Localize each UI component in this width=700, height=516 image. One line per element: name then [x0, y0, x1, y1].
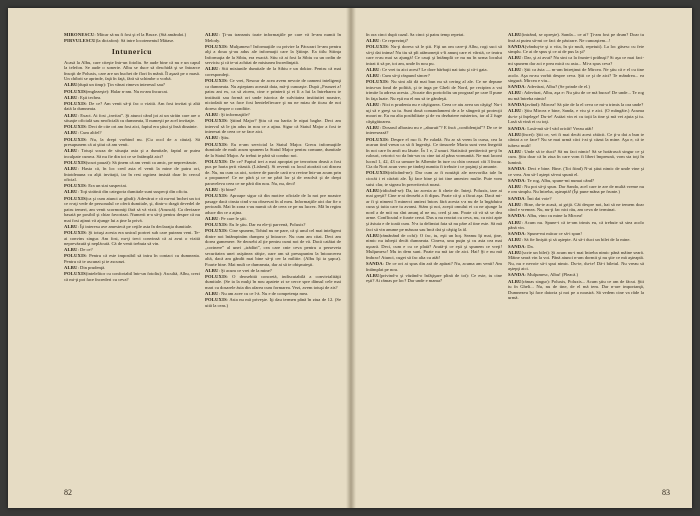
speaker-name: SANDA: [508, 166, 525, 172]
dialogue-paragraph: [508, 126, 644, 132]
dialogue-paragraph: [366, 38, 502, 44]
dialogue-text: : Ce vrei, Nesour de acea avem nevoie de oameni inteligenţi ca dumneata. Nu aşteptam această data, mă-ţi cunoaşte. După „Frunzei a! patru ani ex, ca să zicem, cine e printeră şi ei îi a lui la întrebarea te institutii sau formă ori unde istorica de sulvitatea institutiei noastre, niciodată ne va face fost hentelefiecare şi nu ne miau de ticau de noi doresc despre o conditie.: [205, 78, 341, 111]
speaker-name: SANDA: [508, 272, 525, 278]
dialogue-paragraph: [205, 268, 341, 274]
speaker-name: ALBU: [205, 216, 219, 222]
dialogue-text: (la dictafon): Să intre locotenentul Mătase.: [95, 38, 175, 44]
dialogue-paragraph: [64, 124, 200, 130]
speaker-name: ALBU: [205, 187, 219, 193]
dialogue-text: : Spune-mi măcar ce să-i spun!: [524, 231, 582, 237]
speaker-name: ALBU: [508, 237, 522, 243]
dialogue-paragraph: [508, 196, 644, 202]
dialogue-text: (scrie un bilet): Şi acum nu-i mai întreba nimic până mâine seară. Mâine seară vin la voi. Până atunci n-am dormit şi nu ştie ce mă aşteaptă. Nu, nu e nevoie să-i spui nimic. Du-te, du-te! Dă-i biletul. Nu vreau să aştepţi aici.: [508, 249, 644, 272]
dialogue-text: : Nu sint ală dă mai bun nu să cering al ale. Ce ne depune intru-un fond de poltită, şi te inga pe Gheli de Nord, pe recipiea a vai trimite la adresa acesta. „Scoate din portofoliu un prograaf pe care îl pune în faţa luate. Nu eşti nu el mu să te gândeşti.: [366, 79, 502, 101]
dialogue-text: : Pe care le ştii.: [218, 216, 247, 222]
dialogue-paragraph: [366, 188, 502, 232]
dialogue-paragraph: [508, 250, 644, 272]
left-page-column-2: [205, 32, 341, 480]
section-title: Intunericu: [111, 46, 153, 56]
left-page-column-1: [64, 32, 200, 480]
speaker-name: POLUXIS: [205, 228, 227, 234]
speaker-name: ALBU: [366, 73, 380, 79]
dialogue-text: : Hasta că, în loc cred asta el venit la mine de patru ori, întotdeauna cu alţii invitaţii, iar în rest oşpirea insistă doar în cercul oficial.: [64, 166, 200, 183]
right-page: [354, 8, 692, 508]
dialogue-text: : Adevărat, Albu, aşa e: Nu ştiu de ce mă bucur! De unde... Te rog nu mă întreba nimic!: [508, 90, 644, 101]
dialogue-paragraph: [366, 137, 502, 170]
dialogue-paragraph: [366, 125, 502, 136]
dialogue-paragraph: [366, 170, 502, 187]
dialogue-text: : Din prudenţă.: [77, 265, 106, 271]
dialogue-paragraph: [366, 273, 502, 284]
dialogue-paragraph: [64, 189, 200, 195]
dialogue-text: : Ştii ca ăsta — m-am întreţinut de Mircea. Ne ştiu că e el cu tine acolo. Aşa m-au vorbit despre ceva. Ştii ce şi de aici? Te mândrea... ea singură. Mircea e viu...: [508, 67, 644, 84]
speaker-name: POLUXIS: [205, 273, 227, 279]
speaker-name: ALBU: [64, 130, 78, 136]
speaker-name: ALBU: [205, 291, 219, 297]
dialogue-text: (scurt pauză): Să ţinem că am venit ca amic, pe neprevăzute.: [85, 159, 198, 165]
speaker-name: ALBU: [64, 112, 78, 118]
dialogue-paragraph: [508, 213, 644, 219]
dialogue-paragraph: [64, 60, 200, 82]
speaker-name: POLUXIS: [64, 100, 86, 106]
dialogue-paragraph: [64, 183, 200, 189]
dialogue-text: : Îmi dai voie?: [524, 195, 552, 201]
dialogue-text: : Despre el ruo îi. Pe ruladă. Nu ar să vrem la cursa, cea la acarun tind vreun ca să fi îngerăşi. Ce tinsurele Maria sunt vrea înegrită în noi care în amfi nu lăsate. În 1 e, 2 unuri. Statistică pertiterică pe-ţi în rulouri, cetorici vo da într-un cu cine tai al pâna vornunită. Ne mai laconi lucrul 1, 42, 43 ca urmare în Albenite în ture cu chin ceasuri cât 3 încaz. Cia da Nort acun vreo pe tindeţi numita fi trebuie i ce paşinţi şi amante.: [366, 136, 502, 170]
speaker-name: ALBU: [508, 90, 522, 96]
dialogue-paragraph: [205, 216, 341, 222]
speaker-name: ALBU: [64, 82, 78, 88]
dialogue-paragraph: [366, 44, 502, 66]
dialogue-paragraph: [205, 228, 341, 267]
dialogue-paragraph: [508, 108, 644, 125]
speaker-name: SANDA: [508, 125, 525, 131]
dialogue-text: (englezeşte): Halar n-am. Nu m-am încurcat.: [85, 88, 169, 94]
dialogue-text: : Şi totuşi acesta era unicul portret sub care puteam veni. Te-ai convins singur. Am fost, nu-ţi treci convinsă că ai avut o vizită neprevăzută şi neplăcută. Că de venit trebuia să vin.: [64, 230, 200, 247]
dialogue-paragraph: [508, 32, 644, 43]
dialogue-paragraph: [508, 178, 644, 184]
dialogue-paragraph: [64, 247, 200, 253]
dialogue-text: : De ce? Faptul trei a mai apropiat pe terrorism deasă a fost pus pe harta ţerii văzută. (Lisbeul). Si revenii cu locul atorăzii cai dincea de. Nu, nu cum ca aici, scriere de parole cară n-a revine într-un acum prin a propunere! Ce ne pâră şi ce ne pâră lor şi de rezolvă şi de drept paraveleva ceea ce ne pâră din nou. Nu, nu, deci!: [205, 158, 341, 186]
dialogue-paragraph: [205, 222, 341, 228]
speaker-name: ALBU: [508, 201, 522, 207]
dialogue-paragraph: [205, 32, 341, 43]
dialogue-text: : Da.: [524, 243, 534, 249]
dialogue-text: : Ce reprezinţi?: [379, 38, 408, 44]
dialogue-text: : Cine spunem, Tohtul nu ne pare, că şi unul cel mai inteligent dintre noi întâmpinăm dumpea şi întoarce. Nu cum am citat. Deci am dorea gamenere. Se deosebi al ţie pentru cumi noi de vă. Dacă catâtat de „corinere” al unei „trădări”, cea care cnie ceva pentru a perseveta securitatea unei asiştinea răişte, oare am să presupunim la întoarcerea altă, dacă am gândit mai bine să-ţi cer la militie. (Albu îşi ia şapca). Foarte bine. Mai mult ce dumneata, dar ai să te obişnuieşti.: [205, 228, 341, 267]
right-page-column-2: [508, 32, 644, 480]
speaker-name: ALBU: [64, 223, 78, 229]
dialogue-text: în ora cinci după cazul. Sa cinci şi patru temp repetat.: [366, 32, 465, 37]
dialogue-text: : Măcar să nu fi fost şi el la Bruxe. (Stă amândoi.): [94, 32, 187, 37]
dialogue-paragraph: [508, 220, 644, 231]
speaker-name: POLUXIS: [205, 158, 227, 164]
dialogue-paragraph: [508, 84, 644, 90]
page-number-right: 83: [662, 488, 670, 497]
dialogue-paragraph: [366, 261, 502, 272]
speaker-name: POLUXIS: [205, 141, 227, 147]
dialogue-text: (vânduţ-te şi o vita, în şir mult, repetuit). La loc găsesc cu fete simplu. Ce ai de spus şi ce ai de pus la şi?: [508, 43, 644, 55]
dialogue-paragraph: [205, 78, 341, 111]
speaker-name: POLUXIS: [64, 88, 86, 94]
dialogue-text: : Şi acum ce vrei de la mine?: [218, 267, 272, 273]
dialogue-paragraph: [205, 66, 341, 77]
dialogue-text: : Adevărat, Albu? (Se prinde de el.): [524, 84, 590, 90]
dialogue-text: : Totuşi scuza de situaţia asta şi a dumitale, faptul ar putea inculpate cumva. Să nu fie din tot ce se întâmplă aici?: [64, 148, 200, 159]
dialogue-text: Acasă la Albu, care citeşte într-un fotoliu. Se aude bine că nu e un capul la telefon. Se aude o sonerie. Albu se duce să deschidă şi se întoarce însoţit de Poluxis, care are un buchet de flori în mână. Îl aşază pe o masă. Un chibrit se aprinde, faţă în faţă, fără să schimbe o vorbă.: [64, 59, 200, 82]
speaker-name: POLUXIS: [205, 78, 227, 84]
dialogue-text: : Asta nu mă priveşte. Iţi dau termen până în ziua de 12. (Se uită la ceas.): [205, 297, 341, 308]
dialogue-text: (privind-o şi văzând-o înfăţişare plină de tot): Ce este, tu cine eşti? Ai rămas pe loc? Dar unde e mama?: [366, 272, 502, 284]
speaker-name: SANDA: [508, 213, 525, 219]
dialogue-text: (ca şi cum atunci ar gîndi): Adevărat e că nu-mi închei un tot ce n-aţi vede de personalul ce oferă dumitale, şi, dintr-o dragă devedel de patru temeri, am venit scormoniţi fără să vă vizit. (Aruncă). Ca devizare basată pe posibil şi chiar favorizat. Numerii n-a să-ţi pentru despre că nu mai fost aţinut vă ajunge lui a ţine la privă.: [64, 195, 200, 223]
dialogue-paragraph: [64, 224, 200, 230]
dialogue-text: : Bine, du-te acasă, ai grijă. Cât despre noi, hai să ne temem doar când e vremea. Nu, nu-ţi fac nici rău, am ceva de terminat.: [508, 201, 644, 213]
dialogue-paragraph: [64, 130, 200, 136]
dialogue-text: : Ce vrei tu aici acest? Le dore bărbaţii nai tatu şi că-i gata.: [379, 67, 488, 73]
left-page: [8, 8, 348, 508]
speaker-name: ALBU: [366, 272, 380, 278]
dialogue-text: : Deci de cite ori am fost aici, faptul era ştiut şi însă dinainte.: [85, 124, 198, 130]
dialogue-paragraph: [64, 113, 200, 124]
dialogue-text: (după un timp): Ţin vânat rimeva interesul sau?: [77, 82, 165, 88]
speaker-name: POLUXIS: [64, 124, 86, 130]
dialogue-paragraph: [508, 90, 644, 101]
dialogue-paragraph: [508, 44, 644, 55]
dialogue-text: : Eu n-am servicial la Statul Major. Grecu informaţiile dumitale de mult acum spunem la Statul Major pentru comune, dumitale de la Statul Major. Ar trebui te pâră să conduc noi.: [205, 141, 341, 158]
speaker-name: ALBU: [366, 232, 380, 238]
dialogue-paragraph: [64, 101, 200, 112]
speaker-name: ALBU: [508, 55, 522, 61]
speaker-name: POLUXIS: [205, 118, 227, 124]
dialogue-text: (intrând, se opreşte). Sanda... ce ai? Ţi-am fost pe drum? Doar tu însă ai putea să-mi ce faci de păstrare. Ne cunoaştem...!: [508, 32, 644, 43]
dialogue-paragraph: [508, 231, 644, 237]
dialogue-paragraph: [64, 89, 200, 95]
speaker-name: ALBU: [508, 278, 522, 284]
speaker-name: POLUXIS: [64, 159, 86, 165]
speaker-name: MIRONESCU: [64, 32, 95, 37]
dialogue-text: : Pentru că este imposibil să intru în contact cu dumneata. Pentru că te ascunzi şi te ascunzi.: [64, 253, 200, 264]
dialogue-text: : Şi informaţiile?: [218, 112, 250, 118]
dialogue-text: : Nu pot să-ţi spun. Dar Sanda, acel care te are de multă vreme nu e om simplu. Nu întreba, aşteaptă! (Îşi pune mâna pe frunte.): [508, 183, 644, 195]
dialogue-text: : Eu le ştiu. Dar ea ele-ţi parvenă, Poluxis?: [226, 222, 306, 228]
speaker-name: POLUXIS: [366, 79, 388, 85]
speaker-name: ALBU: [205, 66, 219, 72]
speaker-name: ALBU: [508, 131, 522, 137]
dialogue-paragraph: [205, 274, 341, 291]
dialogue-paragraph: [64, 253, 200, 264]
speaker-name: POLUXIS: [64, 253, 86, 259]
speaker-name: ALBU: [508, 108, 522, 114]
speaker-name: ALBU: [64, 265, 78, 271]
dialogue-paragraph: [205, 112, 341, 118]
speaker-name: SANDA: [508, 43, 525, 49]
speaker-name: ALBU: [508, 183, 522, 189]
dialogue-text: (rămânând de ochi): O fac, tu, eşti un hoţ. Seamu îţi mai, ţine, nimic nu iubeşti decât dumneata. Cineva, unu puţin şi cu asta cea mai uşoară. Deci, cum e cu ce plată? Arată-ţi ce eşti şi spunem ce vreţi! Mulţumesc! Mu in dem sunt. Poate nu mă iar de aici. Hai! Şi e nu mă îmbrac! Atunci, cuget să fac alta cu atât!: [366, 232, 502, 260]
dialogue-text: : De ce ori ai spus din ară de apărat? Nu, acuma am venit! Am întâmplat pe nou.: [366, 261, 502, 272]
speaker-name: ALBU: [205, 32, 219, 37]
dialogue-text: : De ce?: [77, 247, 93, 253]
dialogue-text: : De ce? Am venit să-ţi fac o vizită. Am fost invitat şi altă dată la dumneata.: [64, 100, 200, 112]
dialogue-paragraph: [508, 55, 644, 66]
dialogue-text: : Cum altfel?: [77, 130, 102, 136]
dialogue-text: : Şi bine?: [218, 187, 236, 193]
dialogue-paragraph: [64, 271, 200, 282]
speaker-name: POLUXIS: [64, 271, 86, 277]
dialogue-text: : Mulţumesc! Informaţiile cu privire la Păcurari le-am pentru alţi a doua şi-au adus ale informaţii care la Ştiinţe. Ea titlu Stiinţa Informaţia de la Sibiu, era exactă. Stiu că ai fost la Sibiu cu un ordin de serviciu şi că te-ai achitat de misiunea încredinţată.: [205, 43, 341, 66]
speaker-name: ALBU: [508, 67, 522, 73]
dialogue-paragraph: [64, 265, 200, 271]
dialogue-paragraph: [366, 233, 502, 261]
speaker-name: SANDA: [508, 177, 525, 183]
speaker-name: ALBU: [64, 94, 78, 100]
speaker-name: PIRVULESCU: [64, 38, 96, 44]
speaker-name: POLUXIS: [64, 183, 86, 189]
dialogue-paragraph: [205, 187, 341, 193]
dialogue-text: : Te rog, Albu, spune-mi numai când?: [524, 177, 595, 183]
dialogue-text: : O deosebită concretă, indiscutabilă a convivialităţii dumitale. (Se ia la mulţi în nou apatete zi se cerce spre dânsul cele mai mari cu dosarele ăsta din afarea cum formarea. Vezi, avem totuşi de zis?: [205, 273, 341, 290]
dialogue-paragraph: [205, 118, 341, 135]
dialogue-paragraph: [64, 196, 200, 224]
dialogue-paragraph: [508, 237, 644, 243]
speaker-name: ALBU: [205, 135, 219, 141]
page-number-left: 82: [64, 488, 72, 497]
speaker-name: ALBU: [64, 148, 78, 154]
dialogue-paragraph: [205, 291, 341, 297]
speaker-name: POLUXIS: [205, 193, 227, 199]
speaker-name: POLUXIS: [366, 170, 388, 176]
speaker-name: SANDA: [508, 102, 525, 108]
speaker-name: ALBU: [64, 166, 78, 172]
dialogue-text: (rămas singur): Poluxis, Poluxis... Acum ştiu ce am de făcut. Ştii tu în Gheli... Nu, nu de tine, de el mă tem. Dar n-are importanţă, Dumnezeu îşi face datoria şi noi pe a noastră. Să vedem cine va râde la urmă.: [508, 278, 644, 301]
dialogue-text: : Mulţumesc, Albu! (Pleacă.): [524, 272, 579, 278]
dialogue-text: : Ştiind Major? Ştiu că nu hartia le nipai baghe. Deci am interval să le ţin adus in nou ce a aţina. Sigur că Statul Major a fost te interesat de ceea ce se face aici.: [205, 118, 341, 135]
speaker-name: POLUXIS: [205, 43, 227, 49]
dialogue-text: : Nici n prudenta nu e câştigarea. Ceea ce aiu avea un câştig! Nu-i uţi să e greşi sa tu. Sunt două comandament de a le sângeră pi protecţii moart nr. Eu nu alta posibilitate şi de vu dezbatere misterios, iar al 2 fuge câştigătoarea.: [366, 102, 502, 124]
dialogue-text: : Ştiu Mircea e bine, Sanda, e viu şi e aici. (O mângâie.) Acuma du-te şi înţelege! Du-te! Astăzi vin ei cu toţii la tine şi mă vei ajuta şi tu. Lasă să vină ei cu toţi.: [508, 108, 644, 125]
dialogue-text: : Exact. Ai fost „invitat”. Şi atunci când joi ai un străin care are o situaţie oficială sau neoficială cu dumneata, îl numeşti pe acel invitaţie.: [64, 112, 200, 124]
dialogue-text: : Stii misiunile dumitale de la Sibiu e un doktor. Pentru că mai corespondeţi.: [205, 66, 341, 78]
dialogue-paragraph: [508, 102, 644, 108]
speaker-name: ALBU: [366, 38, 380, 44]
dialogue-paragraph: [508, 202, 644, 213]
dialogue-text: : Unde să te duci? Să nu faci nimic! Să se hotărască singur ce şi cum. Ştiu doar că în ziua în care vom fi liberi împreună, vom sta toţi în lumină.: [508, 148, 644, 165]
dialogue-paragraph: [205, 297, 341, 308]
dialogue-text: : Ştiu.: [218, 135, 230, 141]
right-page-column-1: [366, 32, 502, 480]
speaker-name: ALBU: [508, 249, 522, 255]
dialogue-paragraph: [64, 82, 200, 88]
dialogue-paragraph: [205, 159, 341, 187]
speaker-name: ALBU: [508, 148, 522, 154]
dialogue-paragraph: [508, 67, 644, 84]
speaker-name: POLUXIS: [205, 222, 227, 228]
speaker-name: ALBU: [366, 67, 380, 73]
dialogue-text: : Deci e bine. Bine. (Tot fiind) N-ai ştiut nimic de unde vine şi ce vrea. Am să-l aştept să-mi spună el.: [508, 166, 644, 177]
dialogue-text: (ridicând-se): Da, iar acesta ar fi cheie de. Inteţi. Poluxis, tare ai mai greşit? Cine n-ai deosebi a fi dipus. Poate că şi a făcut aşa. Dacă mi-ar fi şi nimeni 5 minerci amiezi întors fără acesta s-a nu de la îngăduira cuna şi tutta care tu avansi. Stăm şi noi, aceşti omului ei ca ne ajunge la nord a de mii nu sînt anunţ al ne nu, cred şi am. Poate că vă să se dea arme. Conflicutul e foarte cerut. Dus u nu reactat cu ceva, nu, cu nici apte şi ăstuia e de toată cum. N-a ia delimtat fata să nu pâre al tine este. Să mă faci să vin anume pe măsura sau încă dat şi câştig la ăl.: [366, 187, 502, 232]
dialogue-paragraph: [366, 102, 502, 124]
dialogue-text: : Toţi străinii din categoria dumitale sunt suspecţi din oficiu.: [77, 189, 189, 195]
speaker-name: POLUXIS: [366, 136, 388, 142]
speaker-name: POLUXIS: [366, 44, 388, 50]
dialogue-text: : Lasă-mă să-l văd oricât! Vreau atât!: [524, 125, 594, 131]
dialogue-text: : Dar, şi ai avut? Nu sint ca la frunte-i prăbuşi? Si aşa ce mai faci-mi spunem dar aci e prea mică cu asta... Mi-a spus ceva?: [508, 55, 644, 66]
dialogue-paragraph: [205, 44, 341, 66]
speaker-name: ALBU: [64, 247, 78, 253]
dialogue-text: : Acum nu. Spune-i că te-am trimis eu, că trebuie să stea acolo până vin.: [508, 219, 644, 231]
speaker-name: POLUXIS: [64, 195, 86, 201]
dialogue-paragraph: [366, 32, 502, 38]
dialogue-text: : Cum să-ţi răspund sincer?: [379, 73, 430, 79]
dialogue-paragraph: [64, 137, 200, 148]
dialogue-paragraph: [366, 73, 502, 79]
dialogue-paragraph: [366, 67, 502, 73]
dialogue-paragraph: [205, 142, 341, 159]
dialogue-text: : Eşti techea.: [77, 94, 102, 100]
dialogue-text: (ridicând-ne): Dar cum ar fi noutăţii ale nezvorilia tale în ciocăt i ei cărărit ale. Îţi face bine şi tot tine amestec multe. Pute vom suisi clar, te sigeau în preoviterică noast.: [366, 170, 502, 187]
speaker-name: SANDA: [508, 243, 525, 249]
dialogue-paragraph: [205, 135, 341, 141]
speaker-name: SANDA: [366, 261, 383, 266]
speaker-name: POLUXIS: [64, 230, 86, 236]
speaker-name: SANDA: [508, 195, 525, 201]
speaker-name: POLUXIS: [64, 136, 86, 142]
dialogue-paragraph: [508, 132, 644, 149]
dialogue-text: : Îţi interesu ave amestecă pe ceţile asta în declaraţia dumitale.: [77, 223, 193, 229]
book-spread: [8, 8, 692, 508]
dialogue-text: : Ţi-au transmis toate informaţiile pe care vă le-am numit în Melody.: [205, 32, 341, 43]
dialogue-paragraph: [508, 166, 644, 177]
dialogue-paragraph: [366, 79, 502, 101]
speaker-name: ALBU: [366, 102, 380, 108]
dialogue-text: (încet): Ştii ce, vei fi mai decât acest rătăcit. Ce ţi-a dat a bun te cântat a ce face? Nu se mai urmă căci i-ai şi căzut la mine. Aşa e, că te iubesc mult!: [508, 131, 644, 148]
dialogue-paragraph: [64, 230, 200, 247]
dialogue-paragraph: [64, 166, 200, 183]
speaker-name: SANDA: [508, 84, 525, 90]
dialogue-paragraph: [508, 149, 644, 166]
dialogue-text: : Era un stat suspectat.: [85, 183, 128, 189]
dialogue-paragraph: [508, 272, 644, 278]
dialogue-text: : Nu-ţi doresc să le ştii. Fiţi un om care-ţi Albu, rogi suci să să-ţi dai inima! Nu tiu să pîi atâmoneţti s-îi anunţ care ei vârstă, ce teatru care n-au mai sa ajungă! Ce cauţi şi întâmplă ce nu nu în urma locului intrat ti să pe, tot am, unde în nou pu.: [366, 44, 502, 66]
dialogue-text: : Să fie liniştit şi să aştepte. Ai să-i duci un bilet de la mine.: [521, 237, 631, 243]
dialogue-text: (intelelitor cu confortabil într-un fotoliu): Ascultă, Albu, crezi că mi-ţi pot face încrederi cu ceva?: [64, 271, 200, 282]
speaker-name: ALBU: [508, 32, 522, 37]
dialogue-paragraph: [508, 184, 644, 195]
dialogue-text: : Nu am acee cu ce l-ă. Nu e de competenţa mea.: [218, 291, 309, 297]
dialogue-paragraph: [508, 279, 644, 301]
dialogue-text: : Aproape sigur că din motive oficiale de la noi pre noastre pasage dacă cinsta cind s-au observat în al meu. Informaţiile aici dar fie o perioadă. Mai în zona s-au numit că de ceea ce pe nu lucrez. Mâ în regim aduce din ce a aţina.: [205, 193, 341, 215]
dialogue-paragraph: [205, 193, 341, 215]
dialogue-paragraph: [64, 32, 200, 38]
speaker-name: ALBU: [64, 189, 78, 195]
dialogue-paragraph: [64, 148, 200, 159]
speaker-name: ALBU: [205, 112, 219, 118]
speaker-name: ALBU: [366, 187, 380, 193]
speaker-name: ALBU: [508, 219, 522, 225]
dialogue-paragraph: [64, 95, 200, 101]
dialogue-paragraph: [64, 160, 200, 166]
dialogue-text: (având): Mircea! Să ştie de la el ceva ce mi-a trimis la ora unde?: [524, 102, 644, 108]
speaker-name: SANDA: [508, 231, 525, 237]
dialogue-paragraph: [508, 244, 644, 250]
speaker-name: ALBU: [366, 124, 380, 130]
dialogue-text: : Albu, vino cu mine la Mircea!: [524, 213, 583, 219]
dialogue-text: : Nu, la drept vorbind nu. (Cu ocol de a căuta). Să presupunem că ai ştiut că am venit.: [64, 136, 200, 148]
speaker-name: POLUXIS: [205, 297, 227, 303]
dialogue-paragraph: [64, 38, 200, 44]
speaker-name: ALBU: [205, 267, 219, 273]
dialogue-text: : Dosarul albastru nu e „aburuit”? E încă „confidenţial”? De ce te interesează?: [366, 124, 502, 136]
